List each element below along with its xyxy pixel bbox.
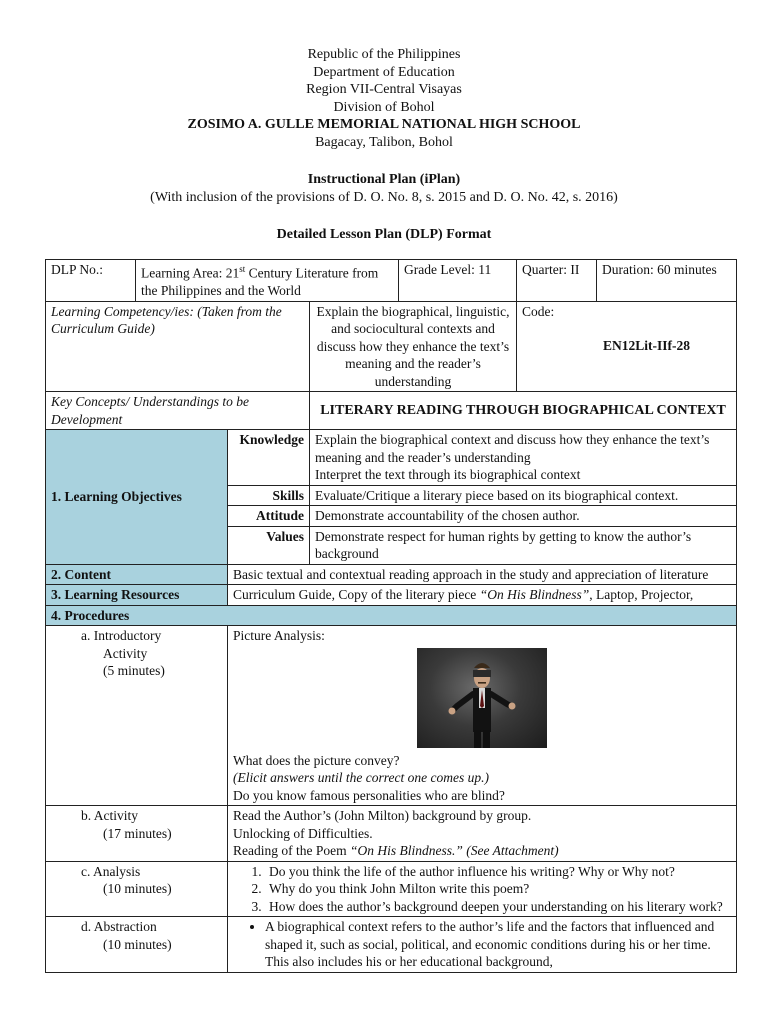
skills-label: Skills [272,487,304,503]
skills-objective: Evaluate/Critique a literary piece based on its biographical context. [315,487,679,503]
content-text: Basic textual and contextual reading approach in the study and appreciation of literature [233,566,709,582]
dlp-table [45,259,737,973]
activity-see-attachment: (See Attachment) [462,843,559,858]
plan-note: (With inclusion of the provisions of D. O. No. 8, s. 2015 and D. O. No. 42, s. 2016) [150,189,618,205]
resources-poem-title: “On His Blindness” [479,587,590,602]
row-objectives-knowledge [46,430,737,486]
resources-text-rest: , Laptop, Projector, [589,587,694,602]
row-content [46,564,737,585]
content-cell [228,564,737,585]
skills-cell [310,485,737,506]
values-cell [310,526,737,564]
attitude-cell [310,506,737,527]
format-title: Detailed Lesson Plan (DLP) Format [276,227,492,242]
competency-label: Learning Competency/ies: (Taken from the Curriculum Guide) [51,303,282,336]
skills-label-cell [228,485,310,506]
learning-area-text: Learning Area: 21 [141,265,240,281]
analysis-label: c. Analysis [81,863,141,879]
competency-label-cell [46,301,310,392]
intro-label-cell [46,626,228,806]
header-department: Department of Education [313,64,455,80]
grade-level: Grade Level: 11 [404,262,492,277]
row-resources [46,585,737,606]
analysis-questions [233,863,731,916]
activity-line-1: Read the Author’s (John Milton) background by group. [233,808,532,823]
plan-heading [0,171,768,206]
content-heading-cell [46,564,228,585]
resources-heading-cell [46,585,228,606]
abstraction-label-cell [46,917,228,973]
intro-question-1: What does the picture convey? [233,752,400,768]
row-competency [46,301,737,392]
objectives-heading: 1. Learning Objectives [51,489,182,504]
learning-area-text-rest: Century Literature from the Philippines and the World [141,265,379,298]
key-concepts-label: Key Concepts/ Understandings to be Development [51,394,249,427]
picture-analysis-label: Picture Analysis: [233,628,325,643]
header-region: Region VII-Central Visayas [306,82,462,97]
abstraction-label: d. Abstraction [81,919,157,934]
resources-heading: 3. Learning Resources [51,587,180,602]
key-concepts-label-cell [46,392,310,430]
key-concept-cell [310,392,737,430]
attitude-objective: Demonstrate accountability of the chosen author. [315,508,580,523]
knowledge-label: Knowledge [239,432,304,447]
quarter-cell [517,260,597,302]
analysis-label-cell [46,861,228,917]
intro-label-2: Activity [103,645,148,661]
quarter: Quarter: II [522,262,580,277]
abstraction-list [233,918,731,971]
competency-text: Explain the biographical, linguistic, and sociocultural contexts and discuss how they enhance the text’s meaning and the reader’s understanding [316,303,510,389]
knowledge-cell [310,430,737,486]
values-label-cell [228,526,310,564]
intro-duration: (5 minutes) [103,663,165,678]
header-division: Division of Bohol [333,99,435,115]
values-objective: Demonstrate respect for human rights by getting to know the author’s background [315,528,692,561]
row-activity [46,806,737,862]
duration-cell [597,260,737,302]
intro-label: a. Introductory [81,628,162,643]
values-label: Values [266,528,304,544]
procedures-heading: 4. Procedures [51,607,130,623]
knowledge-objective-2: Interpret the text through its biographical context [315,467,581,482]
analysis-question-3: 3. How does the author’s background deepen your understanding on his literary work? [265,898,731,916]
intro-question-2: Do you know famous personalities who are blind? [233,787,505,803]
code-label: Code: [522,303,555,319]
resources-text: Curriculum Guide, Copy of the literary piece [233,587,480,602]
procedures-heading-cell [46,605,737,626]
content-heading: 2. Content [51,566,111,582]
knowledge-label-cell [228,430,310,486]
dlp-no-cell [46,260,136,302]
analysis-cell [228,861,737,917]
school-name: ZOSIMO A. GULLE MEMORIAL NATIONAL HIGH SCHOOL [187,117,581,132]
code-value: EN12Lit-IIf-28 [603,338,691,353]
row-procedures [46,605,737,626]
blind-man-illustration [417,648,547,748]
header-republic: Republic of the Philippines [307,47,461,62]
activity-line-3 [233,842,731,860]
blind-man-photo [417,648,547,748]
row-introductory-activity [46,626,737,806]
objectives-heading-cell [46,430,228,565]
activity-cell [228,806,737,862]
learning-area-sup: st [239,264,246,274]
resources-cell [228,585,737,606]
abstraction-bullet: • A biographical context refers to the author’s life and the factors that influenced and shaped it, such as social, political, and economic conditions during his or her time. This also includes his or her educational background, [265,918,731,971]
row-header-info [46,260,737,302]
plan-title: Instructional Plan (iPlan) [307,172,461,187]
key-concept-text: LITERARY READING THROUGH BIOGRAPHICAL CONTEXT [320,402,726,418]
competency-cell [310,301,517,392]
dlp-no-label: DLP No.: [51,262,104,277]
document-header [0,46,768,151]
analysis-question-1: 1. Do you think the life of the author influence his writing? Why or Why not? [265,863,731,881]
abstraction-cell [228,917,737,973]
knowledge-objective-1: Explain the biographical context and discuss how they enhance the text’s meaning and the reader’s understanding [315,432,710,465]
grade-cell [399,260,517,302]
duration: Duration: 60 minutes [602,262,717,277]
school-address: Bagacay, Talibon, Bohol [315,134,453,150]
activity-label-cell [46,806,228,862]
row-abstraction [46,917,737,973]
row-key-concepts [46,392,737,430]
activity-line-2: Unlocking of Difficulties. [233,825,373,841]
activity-duration: (17 minutes) [103,825,172,841]
row-analysis [46,861,737,917]
attitude-label-cell [228,506,310,527]
code-cell [517,301,737,392]
intro-cell [228,626,737,806]
activity-line-3-text: Reading of the Poem [233,843,350,858]
analysis-duration: (10 minutes) [103,881,172,896]
activity-poem-title: “On His Blindness.” [349,843,463,858]
attitude-label: Attitude [256,508,304,523]
activity-label: b. Activity [81,808,138,823]
abstraction-duration: (10 minutes) [103,936,172,952]
learning-area-cell [136,260,399,302]
analysis-question-2: 2. Why do you think John Milton write this poem? [265,880,731,898]
intro-question-note: (Elicit answers until the correct one comes up.) [233,770,489,785]
